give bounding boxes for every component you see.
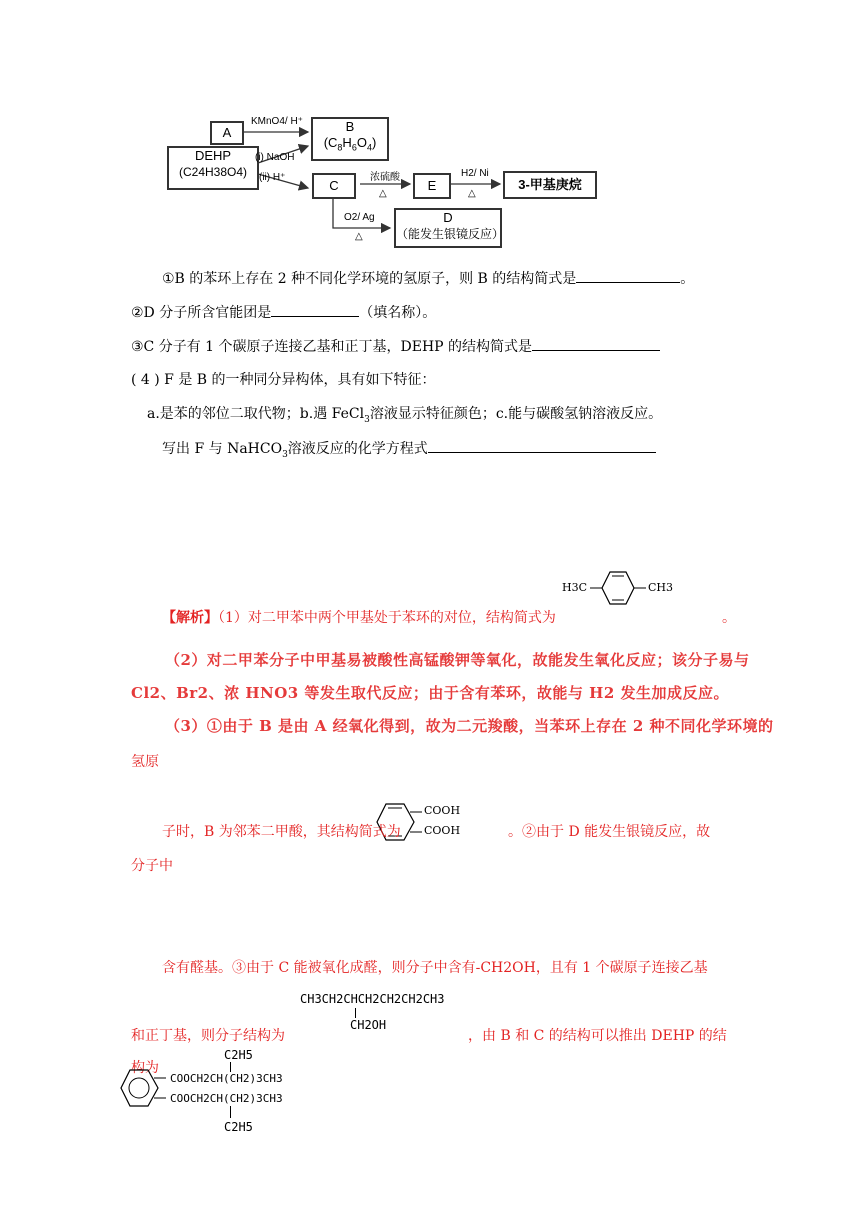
compound-b-box: B $(C_8H_6O_4)$: [311, 117, 389, 161]
question-1: ①B 的苯环上存在 2 种不同化学环境的氢原子，则 B 的结构简式是 。: [162, 268, 694, 289]
question-3: ③C 分子有 1 个碳原子连接乙基和正丁基，DEHP 的结构简式是: [131, 336, 660, 357]
question-4-conditions: a.是苯的邻位二取代物；b.遇 FeCl$_3$溶液显示特征颜色；c.能与碳酸氢钠溶液反应。: [147, 406, 663, 425]
answer-blank-3[interactable]: [532, 336, 660, 351]
reagent-kmno4: KMnO4/ H⁺: [251, 116, 303, 127]
benzene-ring-icon: [118, 1064, 178, 1124]
compound-c-structure: CH3CH2CHCH2CH2CH2CH3 CH2OH: [300, 992, 445, 1032]
question-4: ( 4 ) F 是 B 的一种同分异构体，具有如下特征：: [131, 372, 436, 388]
phthalic-acid-structure: COOH COOH: [376, 800, 476, 844]
heat-symbol-1: △: [379, 188, 387, 199]
reagent-h2-ni: H2/ Ni: [461, 168, 489, 179]
analysis-3-line5: 含有醛基。③由于 C 能被氧化成醛，则分子中含有-CH2OH，且有 1 个碳原子连接乙基: [162, 960, 708, 976]
compound-e-box: E: [413, 173, 451, 199]
answer-blank-1[interactable]: [576, 268, 680, 283]
bond-line: [355, 1008, 356, 1018]
analysis-3-line2: 氢原: [131, 754, 159, 770]
reagent-sulfuric-acid: 浓硫酸: [370, 172, 400, 183]
heat-symbol-3: △: [355, 231, 363, 242]
compound-b-formula: $(C_8H_6O_4)$: [323, 135, 377, 153]
reagent-h-plus: (ii) H⁺: [259, 172, 286, 183]
analysis-1: 【解析】（1）对二甲苯中两个甲基处于苯环的对位，结构简式为: [162, 610, 556, 626]
analysis-2-line2: Cl2、Br2、浓 HNO3 等发生取代反应；由于含有苯环，故能与 H2 发生加成反应。: [131, 684, 729, 702]
reaction-flowchart: [165, 108, 610, 258]
answer-blank-2[interactable]: [271, 302, 359, 317]
answer-blank-4[interactable]: [428, 438, 656, 453]
compound-a-box: A: [210, 121, 244, 145]
dehp-box: DEHP (C24H38O4): [167, 146, 259, 190]
analysis-3-line6: 和正丁基，则分子结构为: [131, 1028, 285, 1044]
dehp-structure: C2H5 COOCH2CH(CH2)3CH3 COOCH2CH(CH2)3CH3 C2H5: [118, 1048, 318, 1140]
analysis-2-line1: （2）对二甲苯分子中甲基易被酸性高锰酸钾等氧化，故能发生氧化反应；该分子易与: [165, 651, 750, 669]
analysis-1-end: 。: [722, 610, 736, 626]
analysis-3-line3-end: 。②由于 D 能发生银镜反应，故: [508, 824, 711, 840]
bond-line: [230, 1106, 231, 1118]
compound-c-box: C: [312, 173, 356, 199]
analysis-3-line7: 构为: [131, 1060, 159, 1076]
product-box: 3-甲基庚烷: [503, 171, 597, 199]
reagent-naoh: (i) NaOH: [255, 152, 295, 163]
analysis-3-line3: 子时，B 为邻苯二甲酸，其结构简式为: [162, 824, 401, 840]
analysis-3-line4: 分子中: [131, 858, 173, 874]
question-4-equation: 写出 F 与 NaHCO$_3$溶液反应的化学方程式: [162, 438, 656, 465]
p-xylene-structure: H3C CH3: [560, 566, 690, 610]
heat-symbol-2: △: [468, 188, 476, 199]
compound-d-box: D （能发生银镜反应）: [394, 208, 502, 248]
question-2: ②D 分子所含官能团是 （填名称）。: [131, 302, 436, 323]
analysis-3-line1: （3）①由于 B 是由 A 经氧化得到，故为二元羧酸，当苯环上存在 2 种不同化学环境的: [165, 717, 774, 735]
reagent-o2-ag: O2/ Ag: [344, 212, 375, 223]
bond-line: [230, 1062, 231, 1072]
analysis-3-line6-end: ，由 B 和 C 的结构可以推出 DEHP 的结: [468, 1028, 727, 1044]
